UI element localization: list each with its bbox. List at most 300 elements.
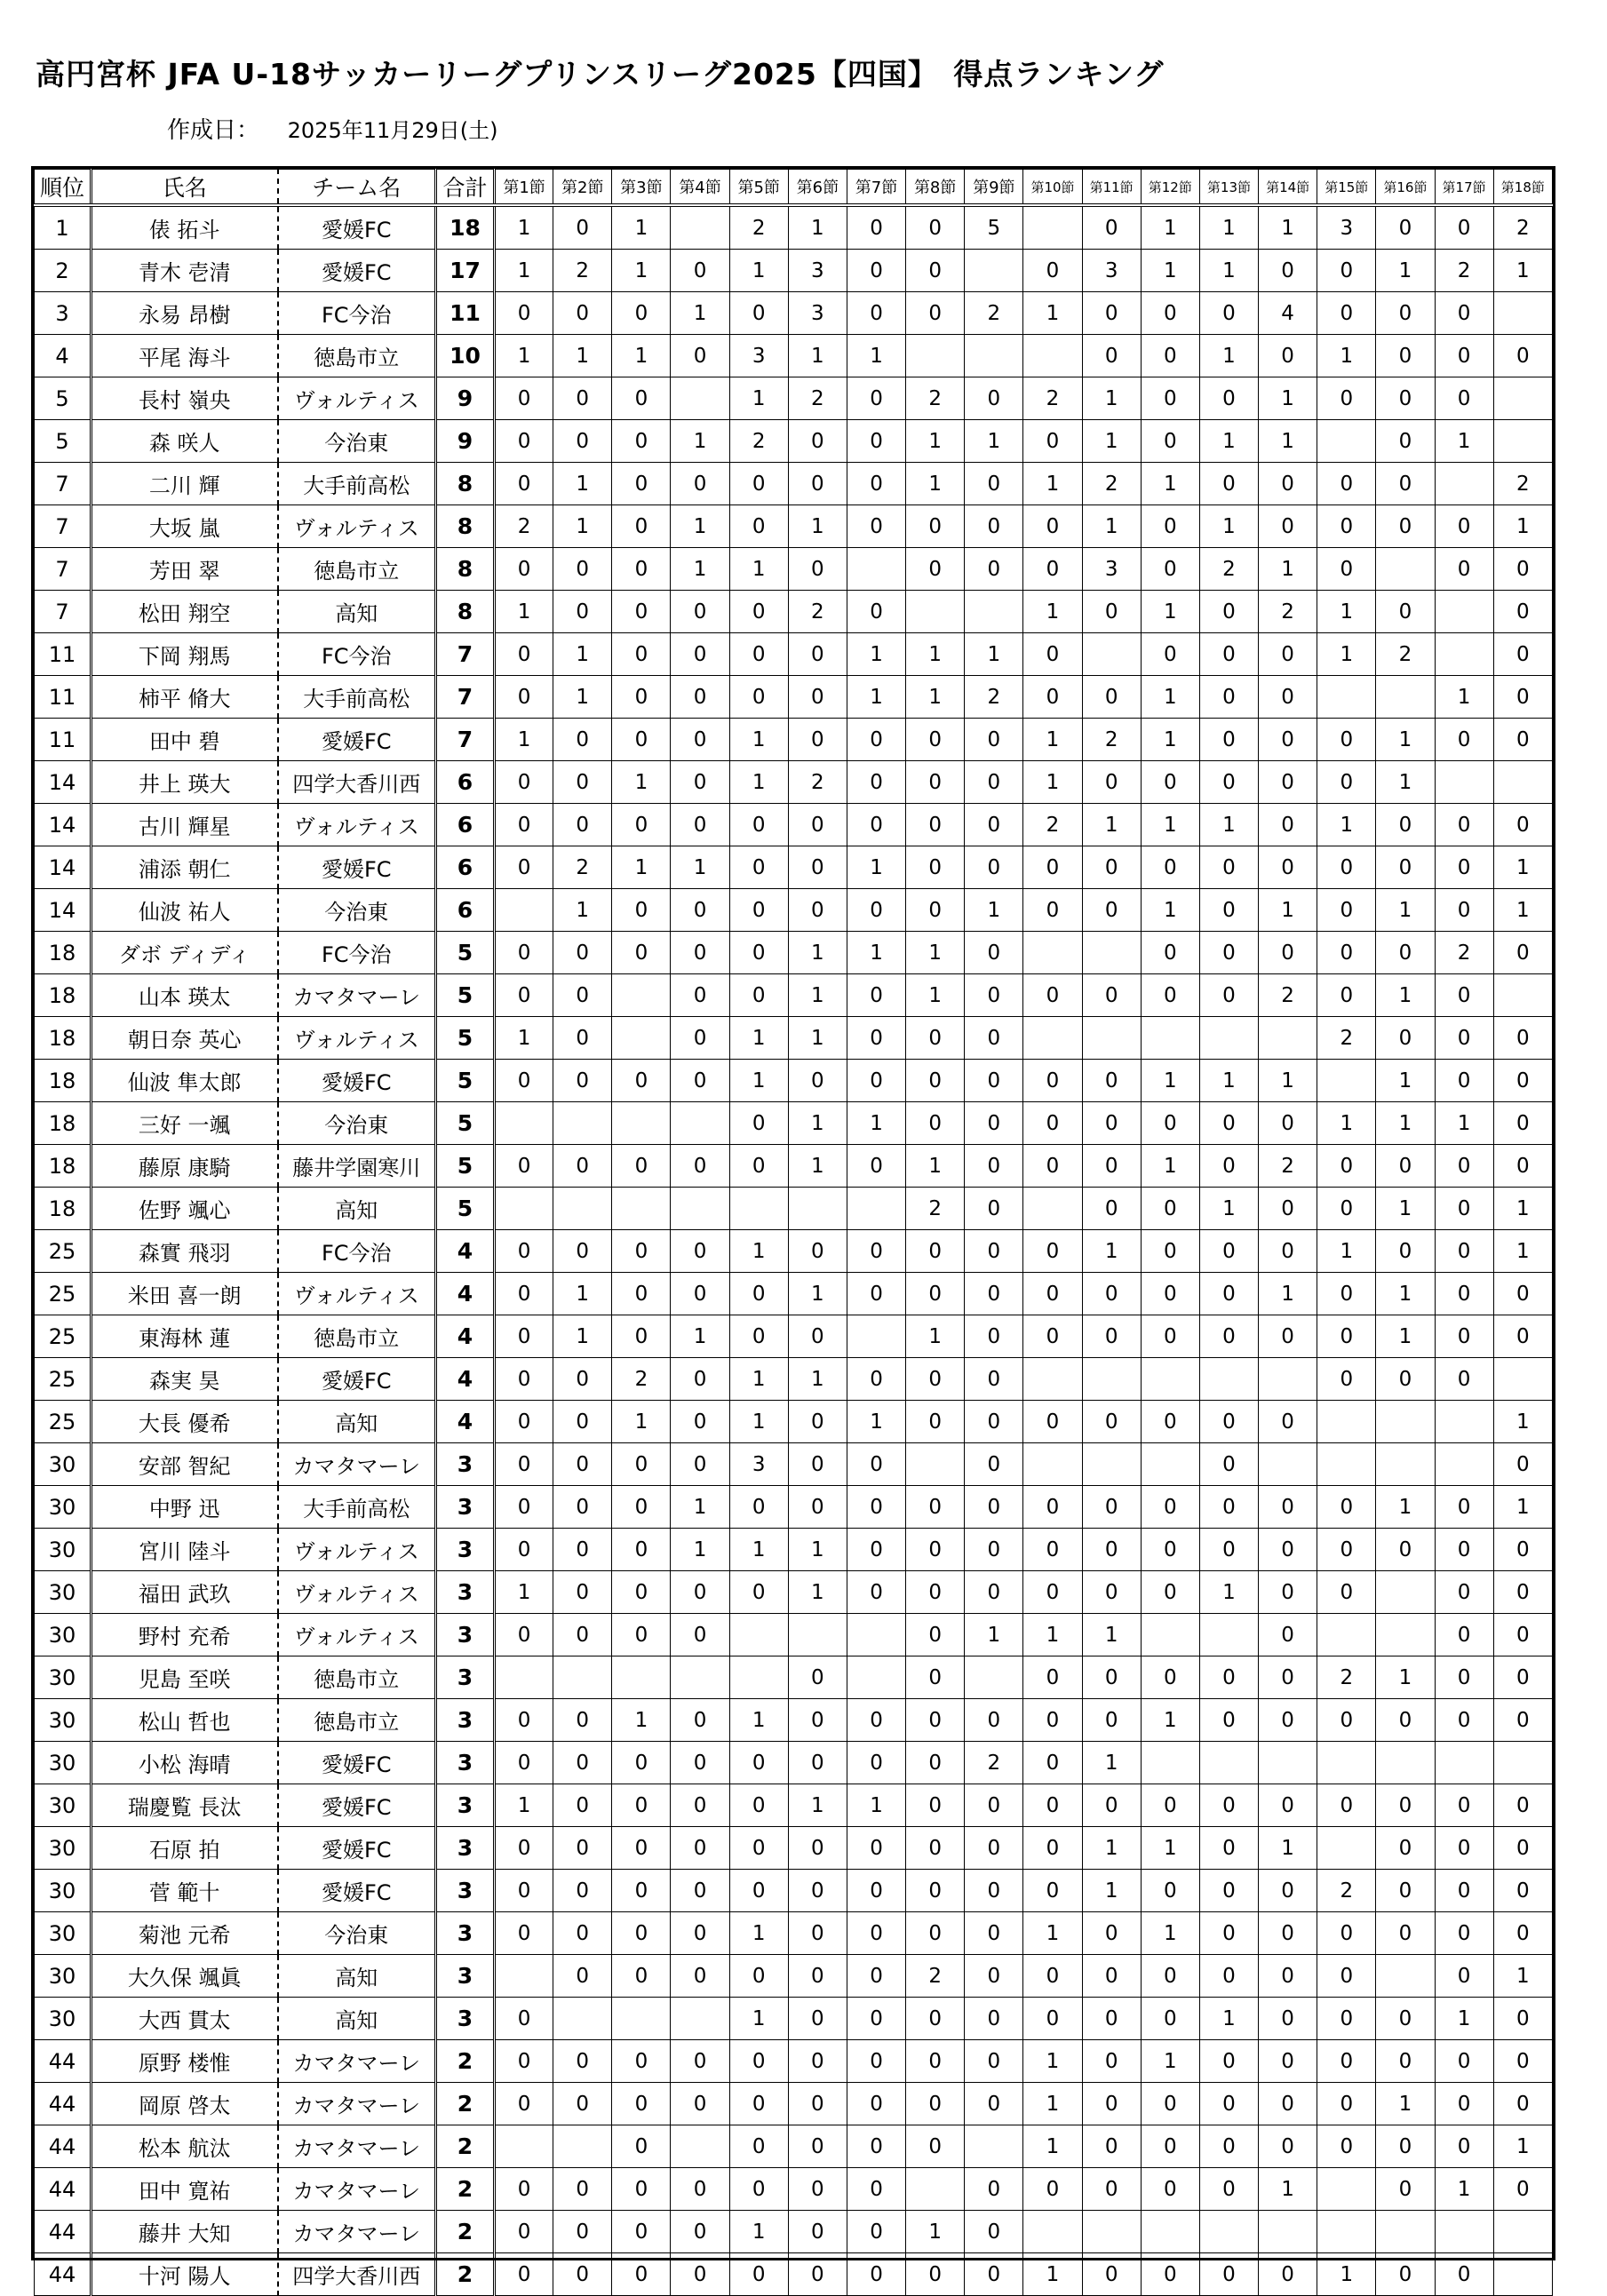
match-goals-cell: 1	[1141, 719, 1199, 761]
match-goals-cell: 2	[1199, 548, 1258, 591]
match-goals-cell: 1	[1199, 1188, 1258, 1230]
rank-cell: 30	[35, 1912, 91, 1955]
total-goals-cell: 2	[436, 2125, 495, 2168]
match-goals-cell: 0	[671, 1827, 729, 1870]
match-goals-cell: 0	[965, 1870, 1023, 1912]
match-goals-cell: 1	[1317, 1102, 1376, 1145]
match-goals-cell: 0	[1435, 377, 1493, 420]
match-goals-cell: 0	[1435, 719, 1493, 761]
match-goals-cell: 0	[847, 974, 905, 1017]
match-goals-cell: 1	[553, 505, 612, 548]
rank-cell: 3	[35, 292, 91, 335]
match-goals-cell: 0	[495, 676, 553, 719]
match-goals-cell	[847, 1614, 905, 1656]
total-goals-cell: 4	[436, 1315, 495, 1358]
match-goals-cell: 0	[495, 1486, 553, 1529]
match-goals-cell: 0	[847, 1870, 905, 1912]
match-goals-cell: 1	[495, 335, 553, 377]
match-goals-cell: 1	[906, 2211, 965, 2253]
match-goals-cell: 0	[1199, 761, 1258, 804]
team-name-cell: ヴォルティス	[278, 377, 436, 420]
match-goals-cell: 1	[847, 1784, 905, 1827]
match-goals-cell: 0	[1141, 633, 1199, 676]
match-goals-cell: 0	[1435, 846, 1493, 889]
rank-cell: 2	[35, 250, 91, 292]
match-goals-cell: 0	[965, 804, 1023, 846]
total-goals-cell: 2	[436, 2083, 495, 2125]
match-goals-cell: 0	[729, 932, 788, 974]
match-goals-cell: 0	[1376, 1827, 1435, 1870]
match-goals-cell: 0	[612, 505, 671, 548]
match-goals-cell: 0	[788, 1699, 847, 1742]
match-goals-cell: 2	[612, 1358, 671, 1401]
match-goals-cell: 0	[1199, 1784, 1258, 1827]
match-goals-cell: 0	[965, 463, 1023, 505]
match-goals-cell	[495, 1188, 553, 1230]
match-goals-cell: 0	[671, 1699, 729, 1742]
match-goals-cell: 0	[1259, 1102, 1317, 1145]
team-name-cell: 高知	[278, 1188, 436, 1230]
match-goals-cell: 0	[1435, 2083, 1493, 2125]
match-goals-cell	[1376, 1401, 1435, 1443]
team-name-cell: 愛媛FC	[278, 1060, 436, 1102]
total-goals-cell: 5	[436, 932, 495, 974]
match-goals-cell	[1435, 633, 1493, 676]
match-goals-cell: 0	[729, 505, 788, 548]
team-name-cell: FC今治	[278, 292, 436, 335]
match-goals-cell: 0	[1259, 1614, 1317, 1656]
match-goals-cell	[1376, 1443, 1435, 1486]
table-row	[35, 420, 1553, 463]
match-goals-cell: 1	[1082, 804, 1141, 846]
header-match-8: 第8節	[906, 170, 965, 206]
match-goals-cell: 0	[906, 1784, 965, 1827]
player-name-cell: 大久保 颯眞	[91, 1955, 278, 1998]
header-row	[35, 170, 1553, 206]
match-goals-cell: 1	[1376, 1060, 1435, 1102]
team-name-cell: 愛媛FC	[278, 1358, 436, 1401]
match-goals-cell: 0	[965, 1315, 1023, 1358]
match-goals-cell: 1	[1023, 2253, 1082, 2296]
team-name-cell: ヴォルティス	[278, 1571, 436, 1614]
match-goals-cell: 0	[965, 1784, 1023, 1827]
match-goals-cell: 0	[671, 2083, 729, 2125]
match-goals-cell: 0	[965, 1401, 1023, 1443]
match-goals-cell	[1023, 2211, 1082, 2253]
match-goals-cell: 0	[847, 250, 905, 292]
total-goals-cell: 8	[436, 591, 495, 633]
match-goals-cell: 0	[1259, 1784, 1317, 1827]
match-goals-cell: 0	[1435, 1784, 1493, 1827]
match-goals-cell: 0	[1493, 633, 1552, 676]
match-goals-cell: 0	[1199, 889, 1258, 932]
match-goals-cell: 0	[1023, 633, 1082, 676]
match-goals-cell: 1	[1082, 505, 1141, 548]
match-goals-cell: 0	[1023, 889, 1082, 932]
match-goals-cell: 1	[1141, 676, 1199, 719]
match-goals-cell: 1	[1259, 1060, 1317, 1102]
match-goals-cell: 2	[788, 377, 847, 420]
match-goals-cell: 0	[965, 1102, 1023, 1145]
match-goals-cell: 0	[1493, 591, 1552, 633]
match-goals-cell: 0	[495, 1358, 553, 1401]
match-goals-cell: 1	[1259, 1827, 1317, 1870]
match-goals-cell: 1	[1317, 633, 1376, 676]
player-name-cell: 仙波 祐人	[91, 889, 278, 932]
match-goals-cell: 0	[906, 1998, 965, 2040]
match-goals-cell: 0	[788, 1998, 847, 2040]
rank-cell: 25	[35, 1358, 91, 1401]
match-goals-cell: 1	[1259, 548, 1317, 591]
match-goals-cell: 0	[965, 1060, 1023, 1102]
table-row	[35, 548, 1553, 591]
match-goals-cell: 0	[788, 1742, 847, 1784]
match-goals-cell: 0	[965, 761, 1023, 804]
match-goals-cell	[1082, 1017, 1141, 1060]
match-goals-cell: 0	[965, 1571, 1023, 1614]
match-goals-cell: 0	[671, 1358, 729, 1401]
match-goals-cell: 0	[1199, 932, 1258, 974]
rank-cell: 14	[35, 889, 91, 932]
match-goals-cell: 0	[1435, 1017, 1493, 1060]
match-goals-cell: 0	[1199, 1870, 1258, 1912]
match-goals-cell: 0	[965, 2168, 1023, 2211]
team-name-cell: 今治東	[278, 420, 436, 463]
match-goals-cell: 0	[1493, 1529, 1552, 1571]
match-goals-cell: 0	[1141, 335, 1199, 377]
match-goals-cell: 1	[906, 1145, 965, 1188]
match-goals-cell: 0	[612, 1571, 671, 1614]
match-goals-cell	[1317, 2211, 1376, 2253]
total-goals-cell: 3	[436, 1742, 495, 1784]
team-name-cell: 愛媛FC	[278, 719, 436, 761]
match-goals-cell: 0	[1141, 1273, 1199, 1315]
match-goals-cell	[1259, 1443, 1317, 1486]
match-goals-cell: 0	[671, 676, 729, 719]
match-goals-cell: 3	[788, 292, 847, 335]
match-goals-cell: 0	[729, 1955, 788, 1998]
match-goals-cell: 0	[788, 2168, 847, 2211]
match-goals-cell	[906, 591, 965, 633]
match-goals-cell: 2	[1317, 1017, 1376, 1060]
match-goals-cell: 1	[847, 633, 905, 676]
match-goals-cell: 0	[906, 2083, 965, 2125]
match-goals-cell: 0	[1435, 1912, 1493, 1955]
match-goals-cell: 0	[1317, 505, 1376, 548]
match-goals-cell: 0	[729, 1742, 788, 1784]
match-goals-cell: 0	[729, 463, 788, 505]
match-goals-cell	[847, 1315, 905, 1358]
match-goals-cell: 1	[788, 1102, 847, 1145]
match-goals-cell: 0	[612, 463, 671, 505]
table-row	[35, 1998, 1553, 2040]
match-goals-cell	[1493, 974, 1552, 1017]
match-goals-cell: 1	[729, 1060, 788, 1102]
rank-cell: 30	[35, 1571, 91, 1614]
match-goals-cell	[1259, 1017, 1317, 1060]
match-goals-cell: 0	[729, 1273, 788, 1315]
match-goals-cell: 1	[1199, 1998, 1258, 2040]
table-row	[35, 463, 1553, 505]
match-goals-cell: 0	[1082, 676, 1141, 719]
match-goals-cell: 0	[612, 889, 671, 932]
match-goals-cell: 0	[1023, 250, 1082, 292]
match-goals-cell	[553, 1998, 612, 2040]
match-goals-cell: 1	[847, 1401, 905, 1443]
match-goals-cell: 0	[553, 2211, 612, 2253]
player-name-cell: 佐野 颯心	[91, 1188, 278, 1230]
match-goals-cell: 0	[495, 548, 553, 591]
match-goals-cell: 0	[1493, 1102, 1552, 1145]
match-goals-cell: 0	[1259, 932, 1317, 974]
match-goals-cell: 0	[1023, 2168, 1082, 2211]
match-goals-cell: 2	[906, 1955, 965, 1998]
match-goals-cell: 0	[612, 2211, 671, 2253]
match-goals-cell: 1	[1141, 1699, 1199, 1742]
match-goals-cell: 0	[495, 1145, 553, 1188]
match-goals-cell: 0	[788, 1912, 847, 1955]
match-goals-cell: 1	[1023, 591, 1082, 633]
match-goals-cell: 0	[1141, 846, 1199, 889]
match-goals-cell: 2	[1082, 463, 1141, 505]
match-goals-cell: 0	[495, 804, 553, 846]
match-goals-cell: 2	[495, 505, 553, 548]
table-row	[35, 1656, 1553, 1699]
match-goals-cell: 0	[1023, 974, 1082, 1017]
team-name-cell: 徳島市立	[278, 1315, 436, 1358]
match-goals-cell: 0	[495, 1230, 553, 1273]
match-goals-cell: 0	[965, 1273, 1023, 1315]
match-goals-cell: 1	[1435, 420, 1493, 463]
match-goals-cell	[1023, 205, 1082, 250]
match-goals-cell: 0	[495, 932, 553, 974]
match-goals-cell: 2	[1259, 974, 1317, 1017]
match-goals-cell: 0	[612, 1955, 671, 1998]
player-name-cell: ダボ ディディ	[91, 932, 278, 974]
match-goals-cell: 0	[1259, 1315, 1317, 1358]
rank-cell: 18	[35, 1102, 91, 1145]
match-goals-cell: 1	[1082, 420, 1141, 463]
player-name-cell: 岡原 啓太	[91, 2083, 278, 2125]
match-goals-cell: 0	[1023, 505, 1082, 548]
match-goals-cell	[495, 2125, 553, 2168]
match-goals-cell: 0	[847, 1486, 905, 1529]
table-row	[35, 1188, 1553, 1230]
rank-cell: 14	[35, 846, 91, 889]
match-goals-cell: 0	[1199, 1401, 1258, 1443]
match-goals-cell: 0	[1493, 2168, 1552, 2211]
total-goals-cell: 3	[436, 1912, 495, 1955]
match-goals-cell: 0	[1259, 1998, 1317, 2040]
total-goals-cell: 6	[436, 889, 495, 932]
match-goals-cell: 0	[847, 292, 905, 335]
match-goals-cell: 0	[1082, 846, 1141, 889]
player-name-cell: 児島 至咲	[91, 1656, 278, 1699]
table-row	[35, 2083, 1553, 2125]
team-name-cell: 四学大香川西	[278, 2253, 436, 2296]
match-goals-cell	[1023, 1017, 1082, 1060]
match-goals-cell: 0	[906, 505, 965, 548]
team-name-cell: 愛媛FC	[278, 1784, 436, 1827]
match-goals-cell: 1	[1141, 2040, 1199, 2083]
match-goals-cell: 0	[729, 292, 788, 335]
match-goals-cell	[1023, 335, 1082, 377]
match-goals-cell: 0	[612, 292, 671, 335]
match-goals-cell: 0	[553, 1060, 612, 1102]
total-goals-cell: 4	[436, 1230, 495, 1273]
match-goals-cell: 1	[612, 1699, 671, 1742]
team-name-cell: カマタマーレ	[278, 2083, 436, 2125]
match-goals-cell: 0	[965, 2040, 1023, 2083]
match-goals-cell: 0	[495, 1742, 553, 1784]
match-goals-cell: 0	[553, 591, 612, 633]
table-row	[35, 1443, 1553, 1486]
match-goals-cell: 0	[788, 1656, 847, 1699]
match-goals-cell: 1	[1199, 1571, 1258, 1614]
match-goals-cell: 2	[1493, 463, 1552, 505]
player-name-cell: 森實 飛羽	[91, 1230, 278, 1273]
match-goals-cell	[553, 1188, 612, 1230]
match-goals-cell: 1	[1376, 1102, 1435, 1145]
team-name-cell: ヴォルティス	[278, 804, 436, 846]
total-goals-cell: 8	[436, 505, 495, 548]
match-goals-cell: 0	[1317, 889, 1376, 932]
match-goals-cell: 0	[1435, 1358, 1493, 1401]
match-goals-cell: 0	[612, 676, 671, 719]
match-goals-cell: 0	[1435, 1188, 1493, 1230]
rank-cell: 7	[35, 505, 91, 548]
match-goals-cell: 1	[1199, 335, 1258, 377]
match-goals-cell: 0	[729, 804, 788, 846]
rank-cell: 14	[35, 761, 91, 804]
rank-cell: 44	[35, 2168, 91, 2211]
match-goals-cell: 1	[847, 1102, 905, 1145]
match-goals-cell: 0	[671, 463, 729, 505]
header-match-1: 第1節	[495, 170, 553, 206]
match-goals-cell: 0	[1259, 719, 1317, 761]
match-goals-cell: 0	[847, 1443, 905, 1486]
match-goals-cell: 2	[1082, 719, 1141, 761]
match-goals-cell: 0	[1199, 1486, 1258, 1529]
match-goals-cell: 0	[1082, 1529, 1141, 1571]
rank-cell: 7	[35, 548, 91, 591]
match-goals-cell: 1	[906, 463, 965, 505]
match-goals-cell: 1	[1376, 761, 1435, 804]
match-goals-cell: 1	[1023, 2083, 1082, 2125]
match-goals-cell: 0	[906, 1486, 965, 1529]
match-goals-cell: 0	[553, 719, 612, 761]
match-goals-cell: 0	[1376, 1529, 1435, 1571]
match-goals-cell	[1317, 1614, 1376, 1656]
match-goals-cell: 0	[671, 1060, 729, 1102]
match-goals-cell: 1	[729, 1017, 788, 1060]
match-goals-cell: 0	[553, 1784, 612, 1827]
match-goals-cell: 0	[1317, 463, 1376, 505]
total-goals-cell: 8	[436, 548, 495, 591]
match-goals-cell: 1	[612, 1401, 671, 1443]
match-goals-cell: 0	[1199, 1102, 1258, 1145]
match-goals-cell: 0	[1376, 591, 1435, 633]
match-goals-cell: 0	[1259, 505, 1317, 548]
match-goals-cell: 0	[612, 1870, 671, 1912]
match-goals-cell: 0	[1317, 1998, 1376, 2040]
match-goals-cell: 0	[1259, 2083, 1317, 2125]
player-name-cell: 原野 楼惟	[91, 2040, 278, 2083]
match-goals-cell: 1	[1259, 2168, 1317, 2211]
rank-cell: 18	[35, 1188, 91, 1230]
match-goals-cell: 0	[1376, 420, 1435, 463]
match-goals-cell: 1	[1376, 974, 1435, 1017]
match-goals-cell: 2	[788, 761, 847, 804]
table-row	[35, 2211, 1553, 2253]
table-row	[35, 719, 1553, 761]
match-goals-cell: 0	[612, 1443, 671, 1486]
match-goals-cell: 0	[1317, 1699, 1376, 1742]
match-goals-cell: 0	[1141, 1998, 1199, 2040]
match-goals-cell: 2	[1023, 377, 1082, 420]
table-row	[35, 1614, 1553, 1656]
rank-cell: 30	[35, 1529, 91, 1571]
match-goals-cell: 0	[671, 974, 729, 1017]
match-goals-cell: 0	[1082, 2083, 1141, 2125]
match-goals-cell: 1	[1317, 2253, 1376, 2296]
match-goals-cell	[495, 1656, 553, 1699]
match-goals-cell: 0	[729, 1784, 788, 1827]
match-goals-cell: 2	[729, 205, 788, 250]
player-name-cell: 福田 武玖	[91, 1571, 278, 1614]
match-goals-cell: 0	[1082, 1315, 1141, 1358]
match-goals-cell: 0	[495, 2211, 553, 2253]
match-goals-cell: 0	[1141, 1656, 1199, 1699]
match-goals-cell: 1	[495, 591, 553, 633]
total-goals-cell: 2	[436, 2211, 495, 2253]
match-goals-cell: 0	[671, 1017, 729, 1060]
header-match-3: 第3節	[612, 170, 671, 206]
player-name-cell: 長村 嶺央	[91, 377, 278, 420]
match-goals-cell: 0	[729, 2253, 788, 2296]
match-goals-cell: 1	[1493, 2125, 1552, 2168]
match-goals-cell: 0	[847, 1230, 905, 1273]
match-goals-cell: 0	[1023, 1060, 1082, 1102]
match-goals-cell: 1	[1199, 1060, 1258, 1102]
match-goals-cell	[1317, 1060, 1376, 1102]
match-goals-cell: 0	[495, 2168, 553, 2211]
table-row	[35, 591, 1553, 633]
team-name-cell: 高知	[278, 1401, 436, 1443]
match-goals-cell: 2	[1435, 932, 1493, 974]
ranking-table-body	[35, 205, 1553, 2296]
match-goals-cell	[1376, 1614, 1435, 1656]
match-goals-cell: 1	[729, 1230, 788, 1273]
match-goals-cell	[1141, 1017, 1199, 1060]
match-goals-cell: 0	[495, 1699, 553, 1742]
match-goals-cell: 0	[1376, 2168, 1435, 2211]
match-goals-cell: 0	[847, 2211, 905, 2253]
rank-cell: 30	[35, 1614, 91, 1656]
match-goals-cell: 0	[553, 1529, 612, 1571]
match-goals-cell: 0	[1141, 2253, 1199, 2296]
table-row	[35, 1571, 1553, 1614]
match-goals-cell: 0	[671, 1742, 729, 1784]
match-goals-cell: 0	[1435, 548, 1493, 591]
match-goals-cell	[1493, 377, 1552, 420]
match-goals-cell: 1	[847, 676, 905, 719]
match-goals-cell: 0	[671, 250, 729, 292]
match-goals-cell: 1	[1259, 420, 1317, 463]
match-goals-cell: 0	[906, 1102, 965, 1145]
match-goals-cell: 0	[1435, 1315, 1493, 1358]
match-goals-cell: 0	[1199, 463, 1258, 505]
